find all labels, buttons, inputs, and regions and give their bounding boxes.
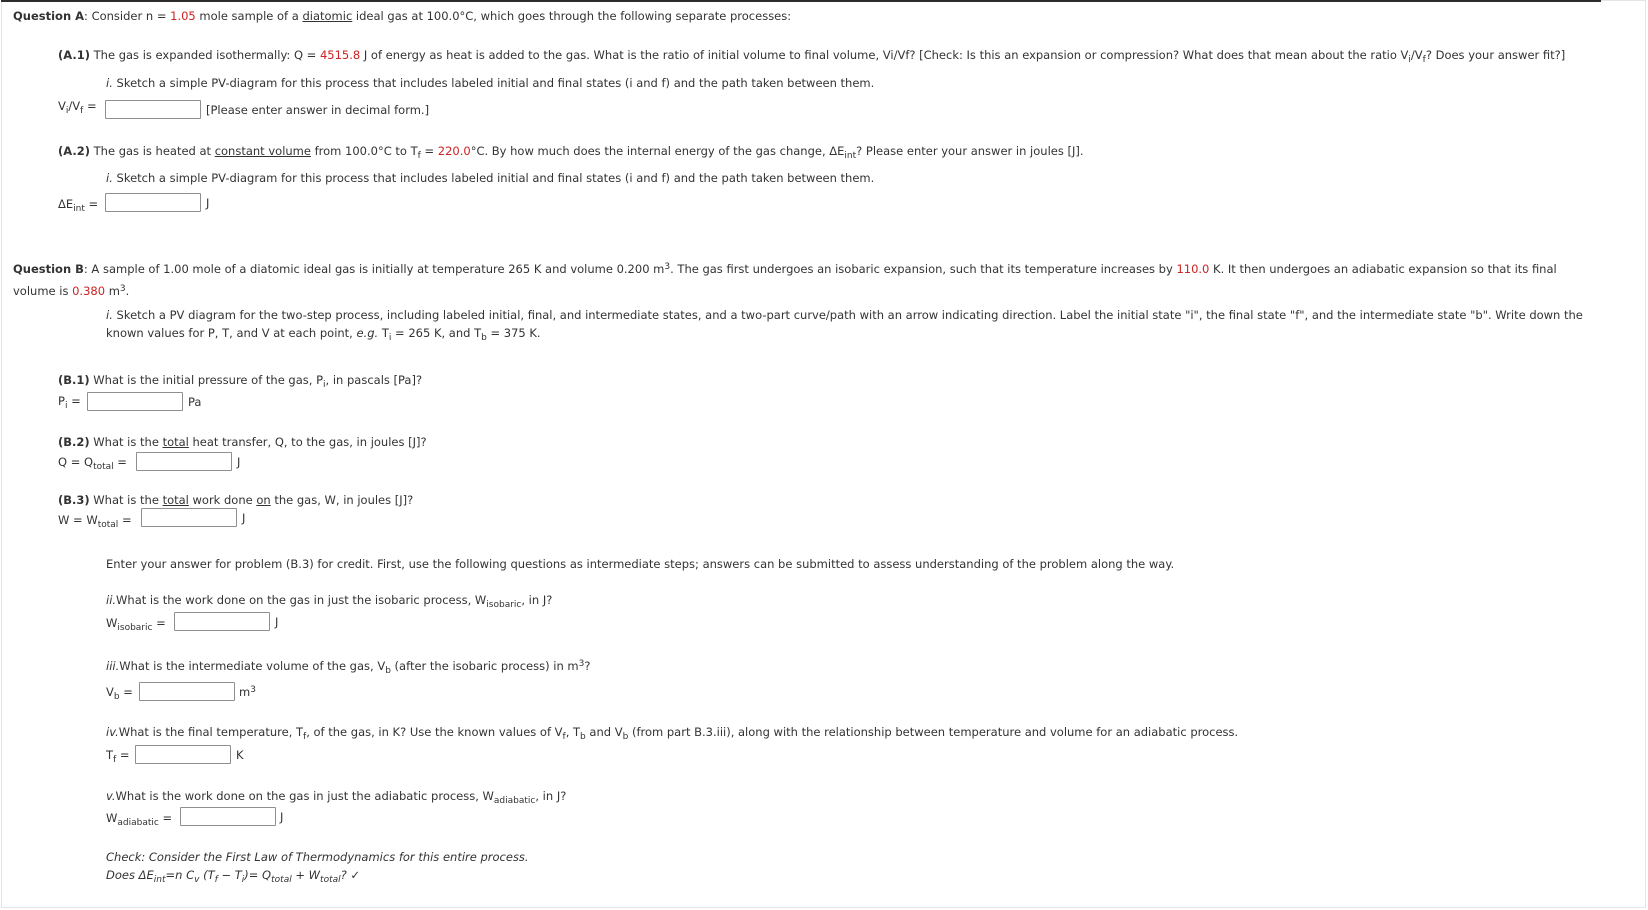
a2-question <box>58 143 1084 159</box>
v-symbol: V <box>58 99 66 113</box>
step-ii-text: What is the work done on the gas in just the isobaric process, W <box>116 593 487 607</box>
question-b-text-5: m <box>105 284 120 298</box>
sub-f: f <box>562 732 566 742</box>
sub-f: f <box>417 151 421 161</box>
b1-question <box>58 372 422 388</box>
sub-b: b <box>113 692 120 702</box>
temp-increase-value: 110.0 <box>1176 262 1210 276</box>
question-b-text-3: K. It then undergoes an adiabatic expansion so that its final <box>1209 262 1557 276</box>
b1-text-2: , in pascals [Pa]? <box>325 373 423 387</box>
total-work-input[interactable] <box>141 508 237 527</box>
b-sketch-text-3: T <box>378 326 389 340</box>
delta-e-symbol: ΔE <box>58 197 74 211</box>
sub-total: total <box>97 520 119 530</box>
a1-sketch-num: i. <box>106 76 113 90</box>
b2-text-2: heat transfer, Q, to the gas, in joules [J]? <box>188 435 427 449</box>
intermediate-volume-input[interactable] <box>139 682 235 701</box>
b3-answer-label <box>58 512 132 528</box>
sub-adiabatic: adiabatic <box>493 796 536 806</box>
b3-text-3: the gas, W, in joules [J]? <box>270 493 414 507</box>
sub-int: int <box>73 204 85 214</box>
sub-f: f <box>80 106 84 116</box>
step-v-text-2: , in J? <box>535 789 567 803</box>
w-symbol: W <box>106 811 118 825</box>
a1-label: (A.1) <box>58 48 90 62</box>
check-eq-4: − T <box>217 868 242 882</box>
page-frame <box>1 0 1646 908</box>
eg-text: e.g. <box>356 326 379 340</box>
total-heat-input[interactable] <box>136 452 232 471</box>
b-sketch-text-2: known values for P, T, and V at each point, <box>106 326 357 340</box>
step-iii-answer-label <box>106 684 133 700</box>
internal-energy-input[interactable] <box>105 193 201 212</box>
step-iv-num: iv. <box>106 725 119 739</box>
a1-answer-label-text: /V <box>68 99 81 113</box>
meter-symbol: m <box>239 685 251 699</box>
question-a-label: Question A <box>13 9 85 23</box>
check-eq-7: ? ✓ <box>340 868 361 882</box>
sub-b: b <box>481 333 487 343</box>
b-sketch-text-4: = 265 K, and T <box>391 326 482 340</box>
question-a-text-3: ideal gas at 100.0°C, which goes through the following separate processes: <box>352 9 792 23</box>
total-underline: total <box>162 435 189 449</box>
b3-text-2: work done <box>188 493 257 507</box>
joules-unit: J <box>242 511 246 525</box>
a1-text-2: J of energy as heat is added to the gas. What is the ratio of initial volume to final volume, Vi/Vf? [Check: Is this an expansion or compression? What does that mean about the ratio V <box>360 48 1409 62</box>
equals-sign: = <box>158 811 173 825</box>
step-ii-text-2: , in J? <box>521 593 553 607</box>
b2-question <box>58 434 427 450</box>
moles-value: 1.05 <box>170 9 196 23</box>
step-iii-text: What is the intermediate volume of the gas, V <box>119 659 386 673</box>
volume-ratio-input[interactable] <box>105 100 201 119</box>
sub-total: total <box>93 462 114 472</box>
t-symbol: T <box>106 748 114 762</box>
sub-i: i <box>323 380 326 390</box>
sub-i: i <box>388 333 392 343</box>
equals-sign: = <box>152 616 166 630</box>
question-b-intro <box>13 261 1557 277</box>
step-iii-question <box>106 658 590 674</box>
step-ii-answer-label <box>106 615 166 631</box>
a2-sketch-num: i. <box>106 171 113 185</box>
top-border <box>1 0 1601 2</box>
sub-f: f <box>113 755 117 765</box>
question-b-text-4: volume is <box>13 284 73 298</box>
question-b-text: : A sample of 1.00 mole of a diatomic ideal gas is initially at temperature 265 K and volume 0.200 m <box>83 262 665 276</box>
a2-sketch-text: Sketch a simple PV-diagram for this process that includes labeled initial and final states (i and f) and the path taken between them. <box>112 171 875 185</box>
check-eq-2: =n C <box>165 868 195 882</box>
kelvin-unit: K <box>236 748 244 762</box>
total-underline: total <box>162 493 189 507</box>
step-v-question <box>106 788 566 804</box>
b3-text: What is the <box>89 493 163 507</box>
decimal-hint: [Please enter answer in decimal form.] <box>206 103 430 117</box>
sup-3: 3 <box>250 685 256 695</box>
b2-answer-label <box>58 454 127 470</box>
step-iv-text-3: , T <box>565 725 581 739</box>
step-iv-text-4: and V <box>585 725 623 739</box>
sub-int: int <box>844 151 857 161</box>
pascal-unit: Pa <box>188 395 202 409</box>
sub-f: f <box>303 732 307 742</box>
equals-sign: = <box>84 197 99 211</box>
step-v-answer-label <box>106 810 172 826</box>
equals-sign: = <box>119 685 133 699</box>
sub-adiabatic: adiabatic <box>117 818 159 828</box>
sup-3: 3 <box>578 659 585 669</box>
sub-b: b <box>385 666 391 676</box>
step-iv-text-5: (from part B.3.iii), along with the relationship between temperature and volume for an adiabatic process. <box>628 725 1239 739</box>
step-iv-text: What is the final temperature, T <box>118 725 304 739</box>
a1-text-3: /V <box>1410 48 1423 62</box>
a1-text: The gas is expanded isothermally: Q = <box>90 48 320 62</box>
b-sketch <box>106 307 1583 323</box>
a2-answer-label <box>58 196 98 212</box>
step-iii-text-3: ? <box>584 659 591 673</box>
step-iii-text-2: (after the isobaric process) in m <box>390 659 579 673</box>
check-eq-1: Does ΔE <box>106 868 154 882</box>
joules-unit: J <box>206 196 210 210</box>
question-a-text-2: mole sample of a <box>195 9 303 23</box>
joules-unit: J <box>275 615 279 629</box>
constant-volume-link[interactable]: constant volume <box>214 144 311 158</box>
a1-question <box>58 47 1565 63</box>
equals-sign: = <box>83 99 97 113</box>
w-symbol: W = W <box>58 513 98 527</box>
sub-isobaric: isobaric <box>117 623 153 633</box>
sup-3: 3 <box>664 262 671 272</box>
b3-question <box>58 492 413 508</box>
a1-answer-label <box>58 98 97 114</box>
sub-i: i <box>65 106 69 116</box>
sub-total: total <box>320 875 341 885</box>
joules-unit: J <box>237 455 241 469</box>
a1-sketch-text: Sketch a simple PV-diagram for this process that includes labeled initial and final states (i and f) and the path taken between them. <box>112 76 875 90</box>
joules-unit: J <box>280 810 284 824</box>
a2-text: The gas is heated at <box>90 144 215 158</box>
diatomic-link[interactable]: diatomic <box>302 9 353 23</box>
sub-f: f <box>214 875 218 885</box>
step-iv-answer-label <box>106 747 130 763</box>
equals-sign: = <box>116 748 130 762</box>
sub-total: total <box>271 875 292 885</box>
b-sketch-2 <box>106 325 541 341</box>
w-symbol: W <box>106 616 118 630</box>
sub-i: i <box>64 401 68 411</box>
equals-sign: = <box>67 394 81 408</box>
check-equation <box>106 867 360 883</box>
final-temp-value: 220.0 <box>437 144 471 158</box>
a2-text-3: = <box>420 144 438 158</box>
question-b-text-2: . The gas first undergoes an isobaric expansion, such that its temperature increases by <box>670 262 1177 276</box>
sub-b: b <box>580 732 586 742</box>
sub-i: i <box>1408 55 1411 65</box>
cubic-meter-unit <box>239 684 256 700</box>
b-sketch-text: Sketch a PV diagram for the two-step process, including labeled initial, final, and intermediate states, and a two-part curve/path with an arrow indicating direction. Label the initial state "i", the final state "f", and the intermediate state "b". Write down the <box>112 308 1583 322</box>
a2-text-5: ? Please enter your answer in joules [J]. <box>856 144 1084 158</box>
v-symbol: V <box>106 685 114 699</box>
question-a-text: : Consider n = <box>84 9 171 23</box>
steps-intro: Enter your answer for problem (B.3) for credit. First, use the following questions as intermediate steps; answers can be submitted to assess understanding of the problem along the way. <box>106 557 1175 571</box>
step-ii-question <box>106 592 552 608</box>
equals-sign: = <box>113 455 127 469</box>
initial-pressure-input[interactable] <box>87 392 183 411</box>
check-eq-3: (T <box>199 868 215 882</box>
b1-text: What is the initial pressure of the gas, P <box>89 373 324 387</box>
step-v-num: v. <box>106 789 116 803</box>
step-v-text: What is the work done on the gas in just the adiabatic process, W <box>115 789 494 803</box>
step-ii-num: ii. <box>106 593 117 607</box>
b2-label: (B.2) <box>58 435 90 449</box>
b2-text: What is the <box>89 435 163 449</box>
adiabatic-work-input[interactable] <box>180 807 276 826</box>
a2-text-2: from 100.0°C to T <box>310 144 418 158</box>
b1-label: (B.1) <box>58 373 90 387</box>
a2-label: (A.2) <box>58 144 90 158</box>
b-sketch-text-5: = 375 K. <box>486 326 541 340</box>
p-symbol: P <box>58 394 65 408</box>
question-a-intro <box>13 8 791 24</box>
a1-text-4: ? Does your answer fit?] <box>1425 48 1566 62</box>
b3-label: (B.3) <box>58 493 90 507</box>
a1-sketch <box>106 75 874 91</box>
b1-answer-label <box>58 393 81 409</box>
check-eq-6: + W <box>291 868 321 882</box>
sub-f: f <box>1422 55 1426 65</box>
sup-3: 3 <box>119 284 126 294</box>
check-line: Check: Consider the First Law of Thermodynamics for this entire process. <box>106 850 529 864</box>
isobaric-work-input[interactable] <box>174 612 270 631</box>
sub-i: i <box>241 875 245 885</box>
on-underline: on <box>256 493 271 507</box>
final-temperature-input[interactable] <box>135 745 231 764</box>
question-b-label: Question B <box>13 262 84 276</box>
question-b-intro-2: volume is 0.380 $m^3$. <box>13 284 130 298</box>
sub-b: b <box>622 732 629 742</box>
a2-sketch <box>106 170 874 186</box>
sub-isobaric: isobaric <box>486 600 522 610</box>
heat-value: 4515.8 <box>319 48 361 62</box>
step-iii-num: iii. <box>106 659 120 673</box>
step-iv-text-2: , of the gas, in K? Use the known values of V <box>306 725 563 739</box>
q-symbol: Q = Q <box>58 455 94 469</box>
sub-v: v <box>194 875 200 885</box>
final-volume-value: 0.380 <box>72 284 106 298</box>
b-sketch-num: i. <box>106 308 113 322</box>
a2-text-4: °C. By how much does the internal energy of the gas change, ΔE <box>470 144 845 158</box>
check-eq-5: )= Q <box>244 868 272 882</box>
step-iv-question <box>106 724 1238 740</box>
equals-sign: = <box>118 513 132 527</box>
sub-int: int <box>153 875 166 885</box>
